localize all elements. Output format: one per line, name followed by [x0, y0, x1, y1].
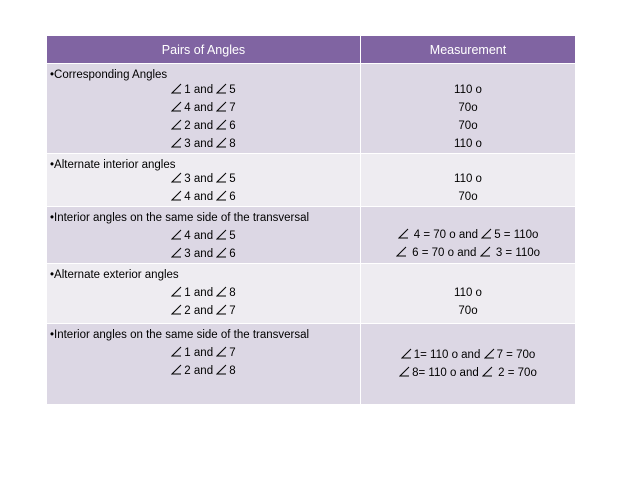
angle-symbol-icon — [171, 229, 182, 240]
angle-symbol-icon — [481, 228, 492, 239]
angle-symbol-icon — [216, 172, 227, 183]
category-label: •Corresponding Angles — [50, 69, 168, 81]
angles-table — [47, 36, 575, 404]
measurements — [361, 284, 575, 320]
measurement-value: 70o — [458, 120, 478, 132]
angle-symbol-icon — [171, 286, 182, 297]
category-label: •Interior angles on the same side of the transversal — [50, 329, 310, 341]
angle-pair: 1 and 7 — [171, 344, 235, 362]
angle-symbol-icon — [171, 364, 182, 375]
angle-symbol-icon — [396, 246, 407, 257]
angle-pair: 2 and 6 — [171, 117, 235, 135]
angle-symbol-icon — [171, 119, 182, 130]
angle-pair: 3 and 8 — [171, 135, 235, 153]
table-row — [47, 324, 575, 404]
angle-symbol-icon — [484, 348, 495, 359]
category-label: •Interior angles on the same side of the transversal — [50, 212, 310, 224]
angle-symbol-icon — [171, 83, 182, 94]
angle-pair: 2 and 8 — [171, 362, 235, 380]
table-header — [47, 36, 575, 64]
measurement-value: 110 o — [454, 173, 482, 185]
measurement-value: 1= 110 o and 7 = 70o — [401, 346, 536, 364]
angle-pair: 1 and 8 — [171, 284, 235, 302]
angle-pairs — [47, 227, 360, 263]
angle-pair: 4 and 7 — [171, 99, 235, 117]
measurements — [361, 81, 575, 153]
measurement-value: 8= 110 o and 2 = 70o — [399, 364, 537, 382]
angle-symbol-icon — [171, 346, 182, 357]
angle-symbol-icon — [216, 364, 227, 375]
angle-pairs — [47, 81, 360, 153]
angle-symbol-icon — [398, 228, 409, 239]
angle-symbol-icon — [216, 137, 227, 148]
angle-symbol-icon — [216, 83, 227, 94]
angle-symbol-icon — [171, 172, 182, 183]
angle-pairs — [47, 344, 360, 380]
angle-pair: 4 and 5 — [171, 227, 235, 245]
header-measurement: Measurement — [429, 42, 507, 57]
measurements — [361, 170, 575, 206]
angle-symbol-icon — [216, 119, 227, 130]
angle-symbol-icon — [216, 286, 227, 297]
measurement-value: 110 o — [454, 287, 482, 299]
measurement-value: 70o — [458, 305, 478, 317]
angle-symbol-icon — [171, 190, 182, 201]
angle-pair: 4 and 6 — [171, 188, 235, 206]
angle-pairs — [47, 284, 360, 320]
angle-symbol-icon — [401, 348, 412, 359]
angle-symbol-icon — [216, 190, 227, 201]
measurement-value: 110 o — [454, 84, 482, 96]
angle-symbol-icon — [216, 346, 227, 357]
angle-symbol-icon — [171, 247, 182, 258]
measurement-value: 6 = 70 o and 3 = 110o — [396, 244, 540, 262]
angle-symbol-icon — [171, 304, 182, 315]
angle-pairs — [47, 170, 360, 206]
measurement-value: 70o — [458, 102, 478, 114]
measurement-value: 110 o — [454, 138, 482, 150]
angle-symbol-icon — [216, 229, 227, 240]
category-label: •Alternate exterior angles — [50, 269, 179, 281]
angle-symbol-icon — [482, 366, 493, 377]
angle-pair: 3 and 5 — [171, 170, 235, 188]
measurements — [361, 226, 575, 262]
angle-symbol-icon — [480, 246, 491, 257]
table-row — [47, 264, 575, 324]
category-label: •Alternate interior angles — [50, 159, 176, 171]
table-row — [47, 64, 575, 154]
angle-pair: 1 and 5 — [171, 81, 235, 99]
angle-symbol-icon — [216, 247, 227, 258]
angle-symbol-icon — [216, 304, 227, 315]
angle-symbol-icon — [216, 101, 227, 112]
measurements — [361, 346, 575, 382]
table-row — [47, 154, 575, 207]
angle-symbol-icon — [399, 366, 410, 377]
measurement-value: 4 = 70 o and 5 = 110o — [398, 226, 539, 244]
table-row — [47, 207, 575, 264]
measurement-value: 70o — [458, 191, 478, 203]
angle-symbol-icon — [171, 101, 182, 112]
angle-symbol-icon — [171, 137, 182, 148]
angle-pair: 3 and 6 — [171, 245, 235, 263]
header-pairs-of-angles: Pairs of Angles — [47, 36, 361, 63]
angle-pair: 2 and 7 — [171, 302, 235, 320]
